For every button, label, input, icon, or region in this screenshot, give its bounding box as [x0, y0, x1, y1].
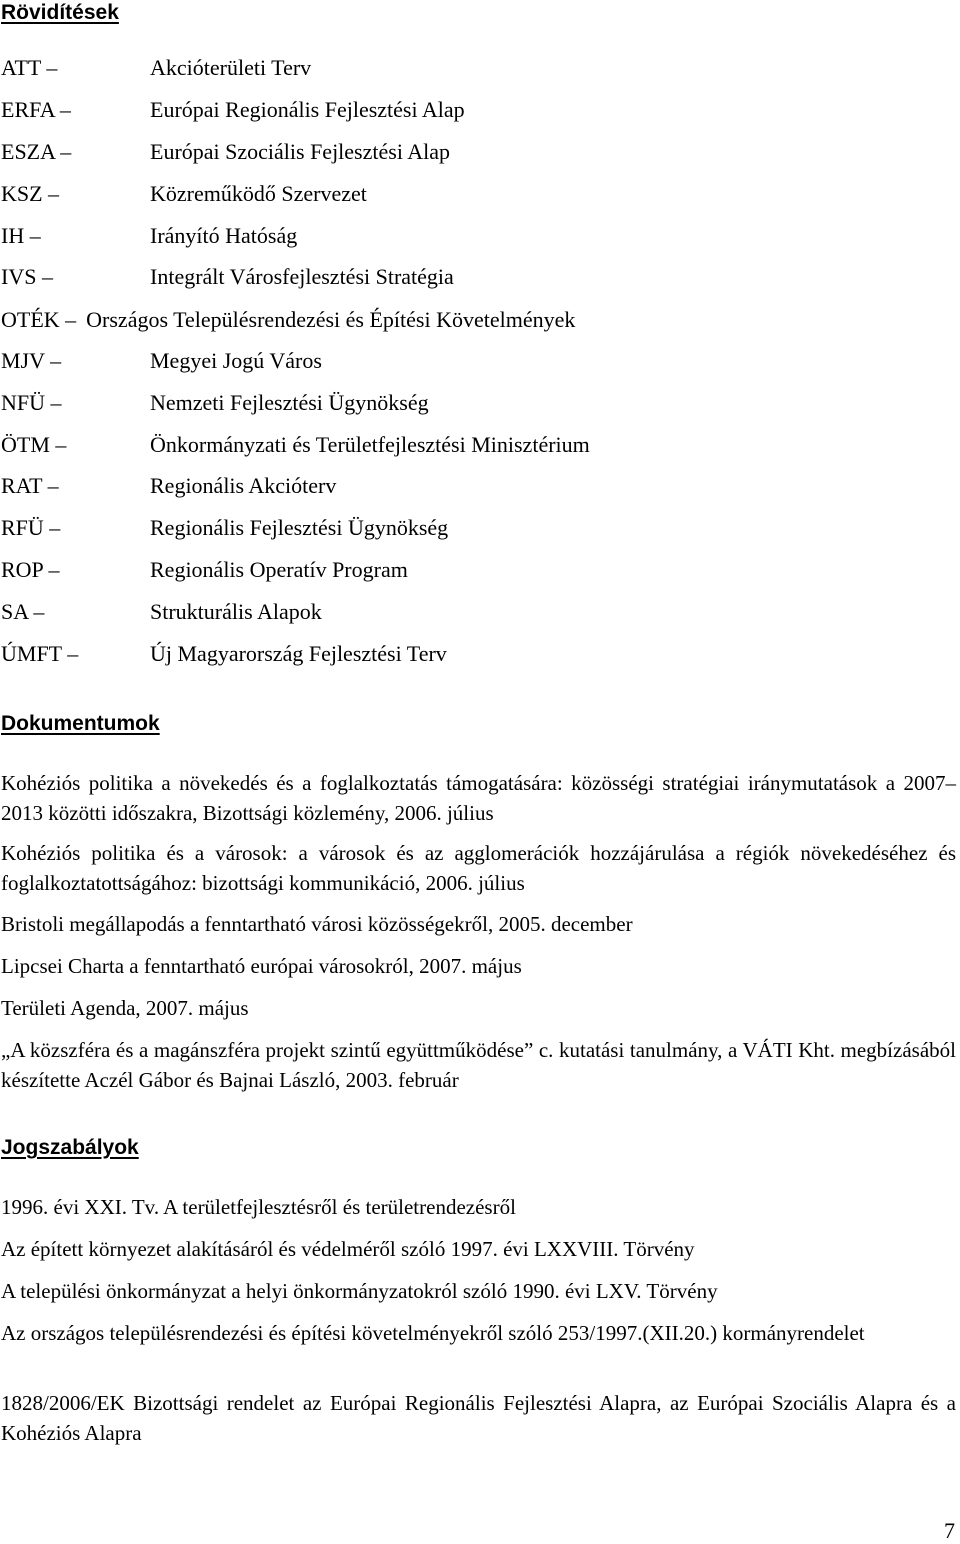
abbreviation-code: MJV –	[1, 348, 62, 373]
abbreviation-code: ATT –	[1, 55, 58, 80]
abbreviation-code: ESZA –	[1, 139, 72, 164]
abbreviation-row	[1, 53, 956, 83]
document-item: Bristoli megállapodás a fenntartható városi közösségekről, 2005. december	[1, 912, 633, 936]
abbreviation-code: OTÉK –	[1, 307, 77, 332]
legislation-heading: Jogszabályok	[1, 1136, 139, 1159]
abbreviation-row	[1, 513, 956, 543]
abbreviation-code: KSZ –	[1, 181, 60, 206]
abbreviation-code: SA –	[1, 599, 45, 624]
abbreviation-definition: Új Magyarország Fejlesztési Terv	[150, 641, 447, 666]
abbreviation-row	[1, 597, 956, 627]
abbreviation-definition: Integrált Városfejlesztési Stratégia	[150, 264, 454, 289]
abbreviation-row	[1, 305, 956, 335]
abbreviation-code: ÖTM –	[1, 432, 67, 457]
abbreviation-code: IH –	[1, 223, 41, 248]
abbreviation-definition: Regionális Akcióterv	[150, 473, 337, 498]
abbreviation-definition: Akcióterületi Terv	[150, 55, 312, 80]
abbreviation-definition: Önkormányzati és Területfejlesztési Minisztérium	[150, 432, 590, 457]
abbreviation-code: ÚMFT –	[1, 641, 79, 666]
abbreviation-code: RFÜ –	[1, 515, 61, 540]
abbreviation-row	[1, 262, 956, 292]
abbreviation-row	[1, 221, 956, 251]
abbreviation-definition: Közreműködő Szervezet	[150, 181, 367, 206]
abbreviation-definition: Európai Regionális Fejlesztési Alap	[150, 97, 465, 122]
abbreviation-definition: Megyei Jogú Város	[150, 348, 322, 373]
document-item: Lipcsei Charta a fenntartható európai városokról, 2007. május	[1, 954, 522, 978]
abbreviation-definition: Irányító Hatóság	[150, 223, 298, 248]
legislation-item: Az országos településrendezési és építési követelményekről szóló 253/1997.(XII.20.) kormányrendelet	[1, 1321, 865, 1345]
abbreviation-code: IVS –	[1, 264, 53, 289]
document-item: „A közszféra és a magánszféra projekt szintű együttműködése” c. kutatási tanulmány, a VÁTI Kht. megbízásából készítette Aczél Gábor és Bajnai László, 2003. február	[1, 1038, 956, 1092]
abbreviation-row	[1, 137, 956, 167]
abbreviation-row	[1, 555, 956, 585]
abbreviations-heading: Rövidítések	[1, 1, 119, 24]
abbreviation-definition: Regionális Operatív Program	[150, 557, 408, 582]
abbreviation-definition: Regionális Fejlesztési Ügynökség	[150, 515, 449, 540]
abbreviation-inline	[1, 305, 575, 335]
legislation-item: Az épített környezet alakításáról és védelméről szóló 1997. évi LXXVIII. Törvény	[1, 1237, 695, 1261]
document-item: Kohéziós politika a növekedés és a foglalkoztatás támogatására: közösségi stratégiai iránymutatások a 2007–2013 közötti időszakra, Bizottsági közlemény, 2006. július	[1, 771, 956, 825]
page-number: 7	[944, 1518, 955, 1543]
documents-heading: Dokumentumok	[1, 712, 160, 735]
abbreviation-code: ROP –	[1, 557, 60, 582]
abbreviation-definition: Nemzeti Fejlesztési Ügynökség	[150, 390, 429, 415]
legislation-item: A települési önkormányzat a helyi önkormányzatokról szóló 1990. évi LXV. Törvény	[1, 1279, 718, 1303]
abbreviation-definition: Európai Szociális Fejlesztési Alap	[150, 139, 450, 164]
abbreviation-row	[1, 430, 956, 460]
abbreviation-row	[1, 346, 956, 376]
legislation-item: 1828/2006/EK Bizottsági rendelet az Európai Regionális Fejlesztési Alapra, az Európai Szociális Alapra és a Kohéziós Alapra	[1, 1391, 956, 1445]
abbreviation-code: ERFA –	[1, 97, 71, 122]
document-item: Kohéziós politika és a városok: a városok és az agglomerációk hozzájárulása a régiók növekedéséhez és foglalkoztatottságához: bizottsági kommunikáció, 2006. július	[1, 841, 956, 895]
document-item: Területi Agenda, 2007. május	[1, 996, 249, 1020]
abbreviation-row	[1, 179, 956, 209]
abbreviation-row	[1, 639, 956, 669]
abbreviation-row	[1, 471, 956, 501]
abbreviation-code: NFÜ –	[1, 390, 62, 415]
abbreviation-definition: Strukturális Alapok	[150, 599, 322, 624]
abbreviation-definition: Országos Településrendezési és Építési Követelmények	[86, 307, 576, 332]
abbreviation-row	[1, 388, 956, 418]
legislation-item: 1996. évi XXI. Tv. A területfejlesztésről és területrendezésről	[1, 1195, 516, 1219]
abbreviation-code: RAT –	[1, 473, 59, 498]
abbreviation-row	[1, 95, 956, 125]
